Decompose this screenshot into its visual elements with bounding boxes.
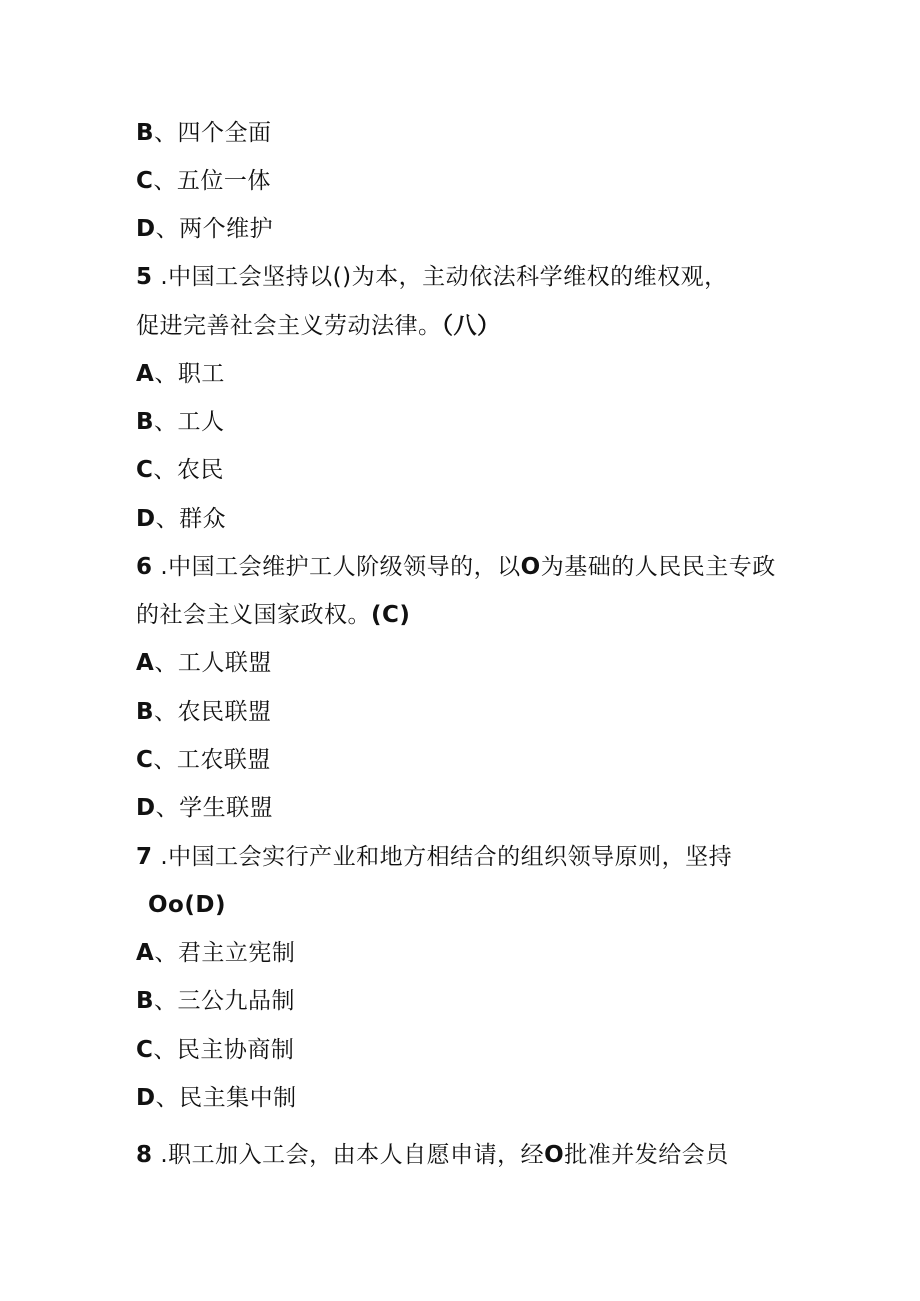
question-answer: (C) [371,602,411,628]
question-answer: （八） [441,313,501,339]
option-text: 、农民 [153,457,224,483]
option-text: 、学生联盟 [155,795,274,821]
question-number: 5 [136,264,153,290]
q6-option-d [136,793,273,823]
option-text: 、群众 [155,506,227,532]
option-letter: D [136,795,156,821]
option-letter: B [136,120,155,146]
option-letter: D [136,1085,156,1111]
q7-stem-line1 [136,842,732,872]
question-text: .中国工会维护工人阶级领导的，以 [152,554,521,580]
question-number: 6 [136,554,153,580]
question-blank: O [520,554,541,580]
option-letter: C [136,168,154,194]
option-text: 、君主立宪制 [154,940,296,966]
option-letter: B [136,988,155,1014]
option-letter: D [136,506,156,532]
option-text: 、民主协商制 [153,1037,295,1063]
question-text: .中国工会实行产业和地方相结合的组织领导原则，坚持 [152,844,733,870]
q5-option-a [136,359,225,389]
q8-stem-line1 [136,1140,729,1170]
option-letter: C [136,747,154,773]
q7-option-b [136,986,295,1016]
option-letter: C [136,457,154,483]
q7-stem-line2 [148,890,226,920]
question-text: 为基础的人民民主专政 [540,554,776,580]
option-text: 、农民联盟 [154,699,272,725]
option-text: 、三公九品制 [154,988,296,1014]
option-letter: B [136,699,155,725]
option-text: 、四个全面 [154,120,272,146]
question-number: 8 [136,1142,153,1168]
option-text: 、工人联盟 [154,650,272,676]
question-text: 促进完善社会主义劳动法律。 [136,313,442,339]
q4-option-b [136,118,272,148]
q4-option-d [136,214,273,244]
q6-stem-line2 [136,600,410,630]
question-number: 7 [136,844,153,870]
option-letter: C [136,1037,154,1063]
question-text: .中国工会坚持以()为本，主动依法科学维权的维权观， [152,264,728,290]
q6-option-a [136,648,272,678]
q5-option-b [136,407,225,437]
option-letter: A [136,650,155,676]
question-text: 批准并发给会员 [564,1142,729,1168]
option-text: 、工人 [154,409,225,435]
option-text: 、民主集中制 [155,1085,297,1111]
question-text: .职工加入工会，由本人自愿申请，经 [152,1142,545,1168]
q6-option-c [136,745,271,775]
option-letter: B [136,409,155,435]
q5-option-d [136,504,226,534]
option-letter: D [136,216,156,242]
q5-stem-line2 [136,311,501,341]
question-answer: Oo(D) [148,892,226,918]
q5-stem-line1 [136,262,728,292]
q5-option-c [136,455,224,485]
option-text: 、职工 [154,361,225,387]
option-letter: A [136,940,155,966]
q7-option-c [136,1035,294,1065]
q6-option-b [136,697,272,727]
option-text: 、五位一体 [153,168,271,194]
q7-option-d [136,1083,297,1113]
q4-option-c [136,166,271,196]
question-blank: O [544,1142,565,1168]
option-letter: A [136,361,155,387]
q7-option-a [136,938,295,968]
option-text: 、工农联盟 [153,747,271,773]
question-text: 的社会主义国家政权。 [136,602,371,628]
option-text: 、两个维护 [155,216,274,242]
q6-stem-line1 [136,552,776,582]
